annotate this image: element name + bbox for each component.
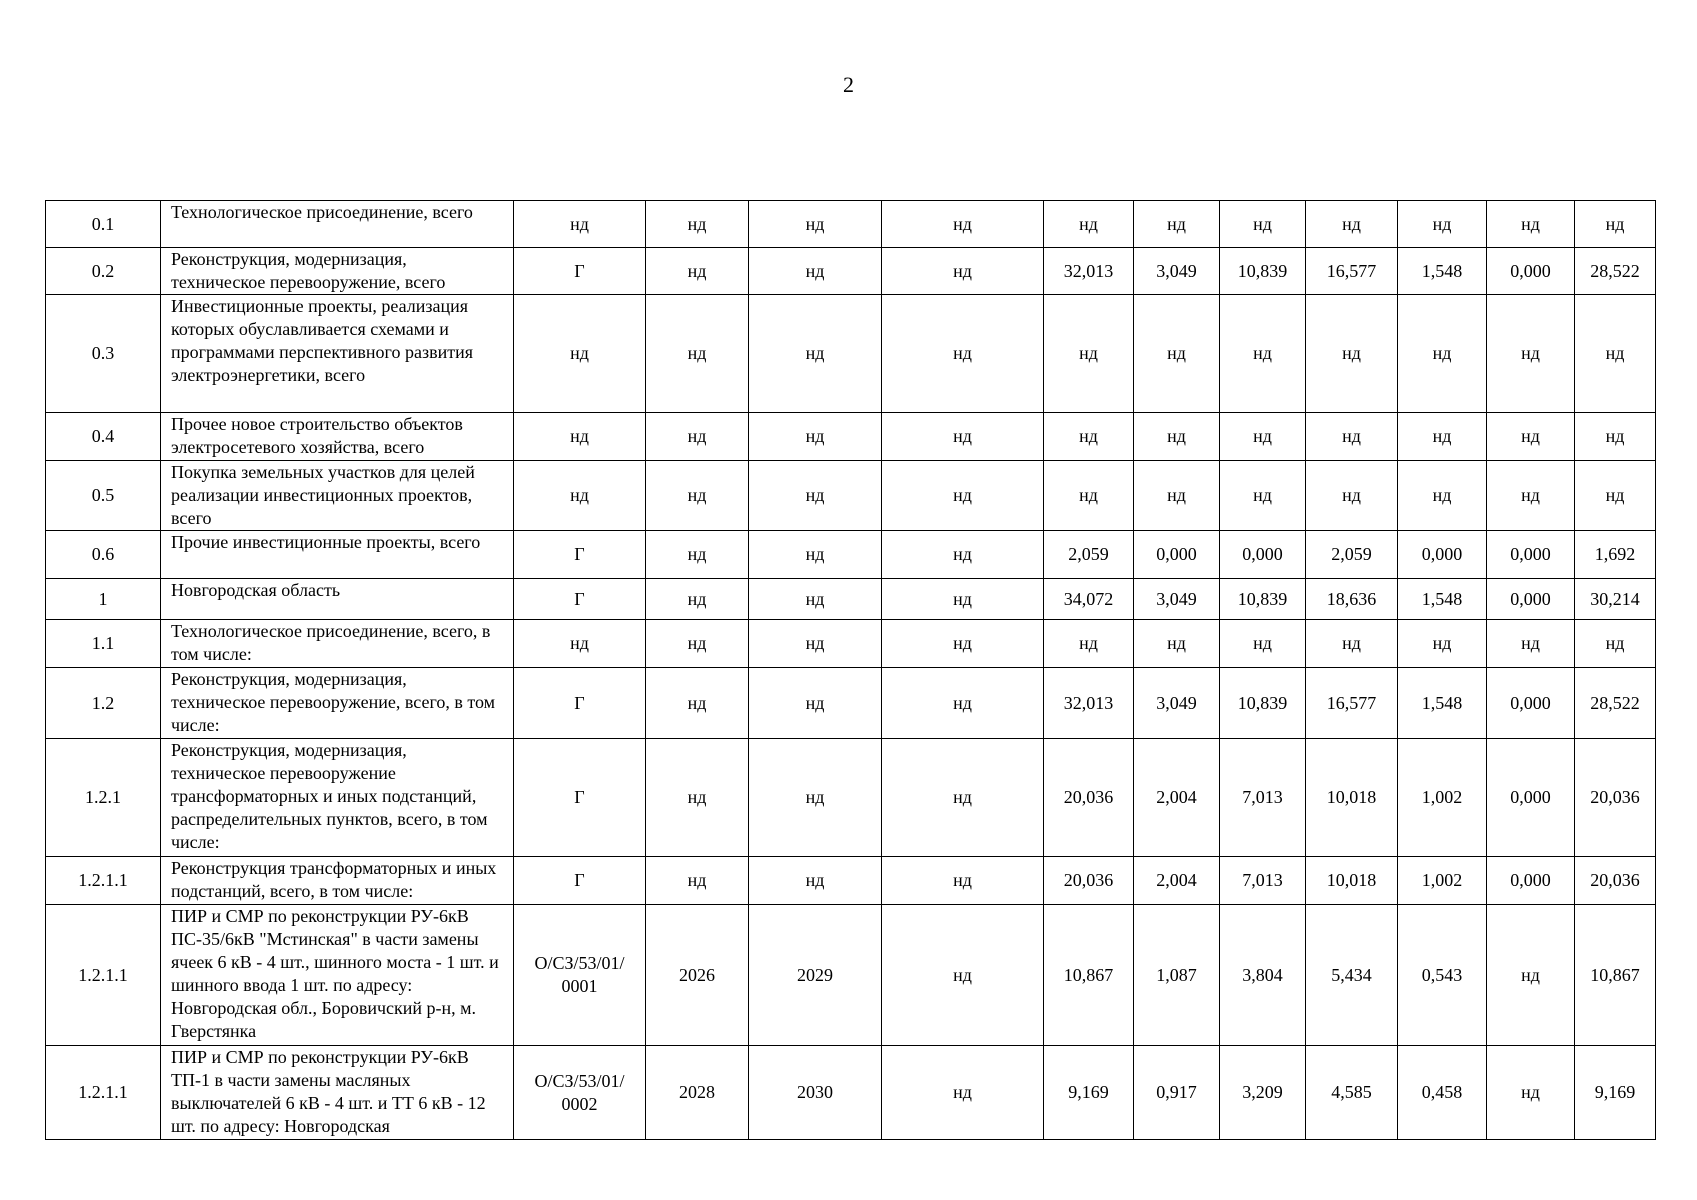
value-cell: нд <box>882 905 1044 1046</box>
value-cell: 10,867 <box>1575 905 1656 1046</box>
value-cell: 10,018 <box>1306 739 1398 857</box>
value-cell: 2,004 <box>1134 739 1220 857</box>
value-cell: нд <box>882 461 1044 531</box>
value-cell: 10,839 <box>1220 668 1306 739</box>
value-cell: 2030 <box>749 1046 882 1140</box>
value-cell: 3,049 <box>1134 579 1220 620</box>
value-cell: нд <box>1134 201 1220 248</box>
value-cell: 1,087 <box>1134 905 1220 1046</box>
value-cell: нд <box>1398 295 1487 413</box>
value-cell: 18,636 <box>1306 579 1398 620</box>
row-name-cell: Реконструкция трансформаторных и иных подстанций, всего, в том числе: <box>161 857 514 905</box>
row-name-cell: Покупка земельных участков для целей реализации инвестиционных проектов, всего <box>161 461 514 531</box>
value-cell: 16,577 <box>1306 668 1398 739</box>
value-cell: 2028 <box>646 1046 749 1140</box>
value-cell: нд <box>749 857 882 905</box>
value-cell: нд <box>1220 413 1306 461</box>
value-cell: Г <box>514 531 646 579</box>
value-cell: нд <box>1575 295 1656 413</box>
value-cell: нд <box>514 413 646 461</box>
row-number-cell: 1.2.1.1 <box>46 857 161 905</box>
value-cell: 1,548 <box>1398 579 1487 620</box>
table-row <box>46 531 1656 579</box>
value-cell: 0,000 <box>1220 531 1306 579</box>
value-cell: нд <box>1044 461 1134 531</box>
value-cell: нд <box>749 461 882 531</box>
value-cell: 0,000 <box>1398 531 1487 579</box>
value-cell: нд <box>646 295 749 413</box>
value-cell: нд <box>882 531 1044 579</box>
value-cell: нд <box>1575 620 1656 668</box>
value-cell: 0,000 <box>1487 857 1575 905</box>
value-cell: нд <box>1044 295 1134 413</box>
value-cell: нд <box>646 668 749 739</box>
value-cell: 20,036 <box>1575 857 1656 905</box>
page-number: 2 <box>843 72 854 97</box>
row-number-cell: 1 <box>46 579 161 620</box>
value-cell: 5,434 <box>1306 905 1398 1046</box>
row-name-cell: Инвестиционные проекты, реализация которых обуславливается схемами и программами перспективного развития электроэнергетики, всего <box>161 295 514 413</box>
table-row <box>46 201 1656 248</box>
value-cell: нд <box>646 201 749 248</box>
value-cell: 20,036 <box>1575 739 1656 857</box>
value-cell: 0,000 <box>1487 739 1575 857</box>
value-cell: нд <box>749 739 882 857</box>
value-cell: Г <box>514 668 646 739</box>
value-cell: 28,522 <box>1575 668 1656 739</box>
value-cell: 1,002 <box>1398 739 1487 857</box>
value-cell: нд <box>1134 620 1220 668</box>
value-cell: 20,036 <box>1044 857 1134 905</box>
value-cell: 20,036 <box>1044 739 1134 857</box>
value-cell: 1,548 <box>1398 248 1487 295</box>
value-cell: 1,002 <box>1398 857 1487 905</box>
value-cell: 2029 <box>749 905 882 1046</box>
value-cell: нд <box>646 531 749 579</box>
value-cell: Г <box>514 857 646 905</box>
value-cell: 10,839 <box>1220 248 1306 295</box>
row-number-cell: 1.1 <box>46 620 161 668</box>
value-cell: нд <box>882 668 1044 739</box>
row-name-cell: Реконструкция, модернизация, техническое перевооружение, всего <box>161 248 514 295</box>
table-row <box>46 413 1656 461</box>
value-cell: нд <box>1306 413 1398 461</box>
value-cell: нд <box>1398 413 1487 461</box>
value-cell: нд <box>1134 461 1220 531</box>
value-cell: 1,692 <box>1575 531 1656 579</box>
value-cell: 0,917 <box>1134 1046 1220 1140</box>
value-cell: нд <box>1134 295 1220 413</box>
value-cell: 32,013 <box>1044 668 1134 739</box>
value-cell: нд <box>646 248 749 295</box>
value-cell: нд <box>1220 201 1306 248</box>
value-cell: нд <box>749 248 882 295</box>
value-cell: нд <box>749 620 882 668</box>
value-cell: нд <box>1575 201 1656 248</box>
value-cell: 4,585 <box>1306 1046 1398 1140</box>
value-cell: 10,867 <box>1044 905 1134 1046</box>
value-cell: 3,209 <box>1220 1046 1306 1140</box>
value-cell: 0,000 <box>1487 579 1575 620</box>
value-cell: нд <box>882 248 1044 295</box>
value-cell: нд <box>882 295 1044 413</box>
value-cell: нд <box>646 579 749 620</box>
value-cell: нд <box>749 668 882 739</box>
value-cell: нд <box>1044 620 1134 668</box>
row-number-cell: 1.2.1.1 <box>46 905 161 1046</box>
value-cell: 0,000 <box>1487 668 1575 739</box>
value-cell: 16,577 <box>1306 248 1398 295</box>
value-cell: нд <box>1398 201 1487 248</box>
value-cell: нд <box>1306 620 1398 668</box>
value-cell: нд <box>514 201 646 248</box>
value-cell: нд <box>1306 295 1398 413</box>
value-cell: нд <box>749 201 882 248</box>
value-cell: нд <box>514 461 646 531</box>
value-cell: нд <box>882 413 1044 461</box>
value-cell: 10,839 <box>1220 579 1306 620</box>
value-cell: 3,804 <box>1220 905 1306 1046</box>
value-cell: нд <box>1487 413 1575 461</box>
value-cell: нд <box>1044 201 1134 248</box>
row-name-cell: Прочее новое строительство объектов электросетевого хозяйства, всего <box>161 413 514 461</box>
row-name-cell: Технологическое присоединение, всего <box>161 201 514 248</box>
value-cell: 0,458 <box>1398 1046 1487 1140</box>
value-cell: нд <box>882 201 1044 248</box>
value-cell: нд <box>749 295 882 413</box>
value-cell: нд <box>749 531 882 579</box>
value-cell: нд <box>646 739 749 857</box>
value-cell: Г <box>514 248 646 295</box>
value-cell: 2026 <box>646 905 749 1046</box>
value-cell: нд <box>1487 201 1575 248</box>
value-cell: 7,013 <box>1220 739 1306 857</box>
value-cell: 32,013 <box>1044 248 1134 295</box>
row-name-cell: Новгородская область <box>161 579 514 620</box>
value-cell: нд <box>1487 905 1575 1046</box>
value-cell: 2,059 <box>1044 531 1134 579</box>
row-number-cell: 0.5 <box>46 461 161 531</box>
value-cell: нд <box>1487 461 1575 531</box>
value-cell: нд <box>882 579 1044 620</box>
value-cell: нд <box>646 413 749 461</box>
row-number-cell: 0.6 <box>46 531 161 579</box>
value-cell: нд <box>1306 461 1398 531</box>
investment-table <box>45 200 1656 1140</box>
value-cell: нд <box>1220 620 1306 668</box>
value-cell: 2,004 <box>1134 857 1220 905</box>
value-cell: нд <box>1487 295 1575 413</box>
value-cell: нд <box>1398 461 1487 531</box>
table-row <box>46 905 1656 1046</box>
value-cell: 9,169 <box>1044 1046 1134 1140</box>
value-cell: нд <box>514 295 646 413</box>
value-cell: 0,000 <box>1487 531 1575 579</box>
row-number-cell: 1.2.1 <box>46 739 161 857</box>
value-cell: 3,049 <box>1134 668 1220 739</box>
row-number-cell: 0.4 <box>46 413 161 461</box>
table-row <box>46 739 1656 857</box>
value-cell: Г <box>514 739 646 857</box>
value-cell: 0,000 <box>1134 531 1220 579</box>
row-name-cell: Реконструкция, модернизация, техническое перевооружение трансформаторных и иных подстанций, распределительных пунктов, всего, в том числе: <box>161 739 514 857</box>
table-row <box>46 1046 1656 1140</box>
value-cell: О/СЗ/53/01/ 0002 <box>514 1046 646 1140</box>
table-row <box>46 295 1656 413</box>
value-cell: нд <box>882 620 1044 668</box>
value-cell: 28,522 <box>1575 248 1656 295</box>
value-cell: О/СЗ/53/01/ 0001 <box>514 905 646 1046</box>
table-row <box>46 248 1656 295</box>
value-cell: нд <box>882 739 1044 857</box>
row-name-cell: Прочие инвестиционные проекты, всего <box>161 531 514 579</box>
value-cell: нд <box>1575 413 1656 461</box>
value-cell: нд <box>749 413 882 461</box>
value-cell: нд <box>1487 1046 1575 1140</box>
value-cell: нд <box>646 857 749 905</box>
value-cell: 1,548 <box>1398 668 1487 739</box>
table-row <box>46 857 1656 905</box>
row-number-cell: 1.2 <box>46 668 161 739</box>
value-cell: 30,214 <box>1575 579 1656 620</box>
table-row <box>46 668 1656 739</box>
value-cell: нд <box>1044 413 1134 461</box>
value-cell: нд <box>1220 461 1306 531</box>
value-cell: нд <box>1306 201 1398 248</box>
row-number-cell: 1.2.1.1 <box>46 1046 161 1140</box>
value-cell: нд <box>646 620 749 668</box>
value-cell: Г <box>514 579 646 620</box>
value-cell: 10,018 <box>1306 857 1398 905</box>
value-cell: нд <box>1487 620 1575 668</box>
row-number-cell: 0.1 <box>46 201 161 248</box>
value-cell: 7,013 <box>1220 857 1306 905</box>
value-cell: нд <box>1575 461 1656 531</box>
table-row <box>46 461 1656 531</box>
row-number-cell: 0.2 <box>46 248 161 295</box>
row-name-cell: ПИР и СМР по реконструкции РУ-6кВ ТП-1 в части замены масляных выключателей 6 кВ - 4 шт. и ТТ 6 кВ - 12 шт. по адресу: Новгородская <box>161 1046 514 1140</box>
value-cell: 9,169 <box>1575 1046 1656 1140</box>
value-cell: 2,059 <box>1306 531 1398 579</box>
value-cell: нд <box>882 1046 1044 1140</box>
row-name-cell: Технологическое присоединение, всего, в том числе: <box>161 620 514 668</box>
value-cell: нд <box>1134 413 1220 461</box>
value-cell: нд <box>1220 295 1306 413</box>
row-name-cell: Реконструкция, модернизация, техническое перевооружение, всего, в том числе: <box>161 668 514 739</box>
table-row <box>46 620 1656 668</box>
value-cell: нд <box>646 461 749 531</box>
value-cell: 3,049 <box>1134 248 1220 295</box>
value-cell: 34,072 <box>1044 579 1134 620</box>
value-cell: 0,000 <box>1487 248 1575 295</box>
value-cell: 0,543 <box>1398 905 1487 1046</box>
value-cell: нд <box>882 857 1044 905</box>
row-name-cell: ПИР и СМР по реконструкции РУ-6кВ ПС-35/6кВ "Мстинская" в части замены ячеек 6 кВ - 4 шт., шинного моста - 1 шт. и шинного ввода 1 шт. по адресу: Новгородская обл., Боровичский р-н, м. Гверстянка <box>161 905 514 1046</box>
value-cell: нд <box>514 620 646 668</box>
row-number-cell: 0.3 <box>46 295 161 413</box>
value-cell: нд <box>749 579 882 620</box>
table-row <box>46 579 1656 620</box>
value-cell: нд <box>1398 620 1487 668</box>
